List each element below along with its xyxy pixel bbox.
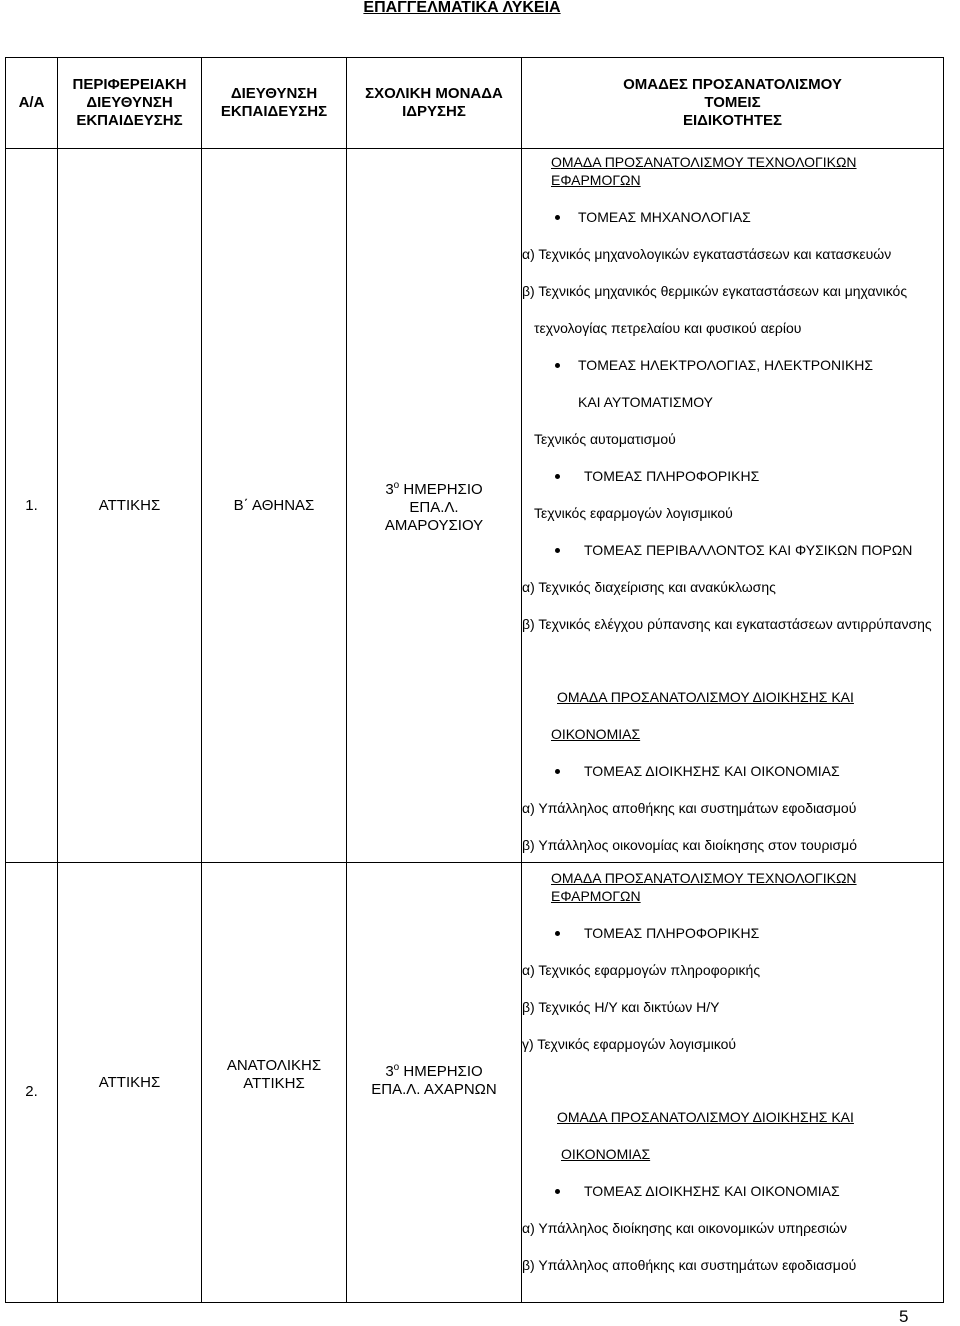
sector-item-continued: ΚΑΙ ΑΥΤΟΜΑΤΙΣΜΟΥ — [578, 394, 714, 410]
page-number: 5 — [899, 1307, 909, 1326]
directorate-cell: Β΄ ΑΘΗΝΑΣ — [202, 149, 347, 863]
specialty-item: α) Υπάλληλος διοίκησης και οικονομικών υπηρεσιών — [522, 1220, 847, 1236]
header-groups: ΟΜΑΔΕΣ ΠΡΟΣΑΝΑΤΟΛΙΣΜΟΥ ΤΟΜΕΙΣ ΕΙΔΙΚΟΤΗΤΕΣ — [522, 58, 944, 149]
group-heading: ΟΜΑΔΑ ΠΡΟΣΑΝΑΤΟΛΙΣΜΟΥ ΤΕΧΝΟΛΟΓΙΚΩΝ — [551, 154, 857, 170]
schools-table — [5, 57, 944, 1303]
header-aa: Α/Α — [6, 58, 58, 149]
school-cell: $3^o$ ΗΜΕΡΗΣΙΟ ΕΠΑ.Λ. ΑΜΑΡΟΥΣΙΟΥ — [347, 149, 522, 863]
specialty-item: Τεχνικός αυτοματισμού — [534, 431, 676, 447]
row-number: 2. — [6, 863, 58, 1303]
group-heading: ΟΙΚΟΝΟΜΙΑΣ — [551, 726, 641, 742]
group-heading: ΟΜΑΔΑ ΠΡΟΣΑΝΑΤΟΛΙΣΜΟΥ ΤΕΧΝΟΛΟΓΙΚΩΝ — [551, 870, 857, 886]
group-heading: ΟΙΚΟΝΟΜΙΑΣ — [561, 1146, 651, 1162]
specialty-item: α) Τεχνικός μηχανολογικών εγκαταστάσεων και κατασκευών — [522, 246, 892, 262]
regional-directorate-cell: ΑΤΤΙΚΗΣ — [58, 863, 202, 1303]
header-directorate: ΔΙΕΥΘΥΝΣΗ ΕΚΠΑΙΔΕΥΣΗΣ — [202, 58, 347, 149]
group-heading: ΟΜΑΔΑ ΠΡΟΣΑΝΑΤΟΛΙΣΜΟΥ ΔΙΟΙΚΗΣΗΣ ΚΑΙ — [557, 1109, 854, 1125]
table-row — [6, 149, 944, 863]
specialty-item: β) Τεχνικός μηχανικός θερμικών εγκαταστάσεων και μηχανικός — [522, 283, 908, 299]
specialty-item: β) Τεχνικός Η/Υ και δικτύων Η/Υ — [522, 999, 720, 1015]
specialty-item: β) Τεχνικός ελέγχου ρύπανσης και εγκαταστάσεων αντιρρύπανσης — [522, 616, 932, 632]
specialty-item: α) Τεχνικός εφαρμογών πληροφορικής — [522, 962, 761, 978]
groups-cell: ΟΜΑΔΑ ΠΡΟΣΑΝΑΤΟΛΙΣΜΟΥ ΤΕΧΝΟΛΟΓΙΚΩΝ ΕΦΑΡΜΟΓΩΝ ΤΟΜΕΑΣ ΜΗΧΑΝΟΛΟΓΙΑΣ α) Τεχνικός μηχανολογικών εγκαταστάσεων και κατασκευών β) Τεχνικός μηχανικός θερμικών εγκαταστάσεων και μηχανικός τεχνολογίας πετρελαίου και φυσικού αερίου ΤΟΜΕΑΣ ΗΛΕΚΤΡΟΛΟΓΙΑΣ, ΗΛΕΚΤΡΟΝΙΚΗΣ ΚΑΙ ΑΥΤΟΜΑΤΙΣΜΟΥ Τεχνικός αυτοματισμού ΤΟΜΕΑΣ ΠΛΗΡΟΦΟΡΙΚΗΣ Τεχνικός εφαρμογών λογισμικού ΤΟΜΕΑΣ ΠΕΡΙΒΑΛΛΟΝΤΟΣ ΚΑΙ ΦΥΣΙΚΩΝ ΠΟΡΩΝ α) Τεχνικός διαχείρισης και ανακύκλωσης β) Τεχνικός ελέγχου ρύπανσης και εγκαταστάσεων αντιρρύπανσης ΟΜΑΔΑ ΠΡΟΣΑΝΑΤΟΛΙΣΜΟΥ ΔΙΟΙΚΗΣΗΣ ΚΑΙ ΟΙΚΟΝΟΜΙΑΣ ΤΟΜΕΑΣ ΔΙΟΙΚΗΣΗΣ ΚΑΙ ΟΙΚΟΝΟΜΙΑΣ α) Υπάλληλος αποθήκης και συστημάτων εφοδιασμού β) Υπάλληλος οικονομίας και διοίκησης στον τουρισμό — [522, 149, 944, 863]
directorate-cell: ΑΝΑΤΟΛΙΚΗΣ ΑΤΤΙΚΗΣ — [202, 863, 347, 1303]
table-row — [6, 863, 944, 1303]
regional-directorate-cell: ΑΤΤΙΚΗΣ — [58, 149, 202, 863]
specialty-item: β) Υπάλληλος οικονομίας και διοίκησης στον τουρισμό — [522, 837, 858, 853]
groups-cell: ΟΜΑΔΑ ΠΡΟΣΑΝΑΤΟΛΙΣΜΟΥ ΤΕΧΝΟΛΟΓΙΚΩΝ ΕΦΑΡΜΟΓΩΝ ΤΟΜΕΑΣ ΠΛΗΡΟΦΟΡΙΚΗΣ α) Τεχνικός εφαρμογών πληροφορικής β) Τεχνικός Η/Υ και δικτύων Η/Υ γ) Τεχνικός εφαρμογών λογισμικού ΟΜΑΔΑ ΠΡΟΣΑΝΑΤΟΛΙΣΜΟΥ ΔΙΟΙΚΗΣΗΣ ΚΑΙ ΟΙΚΟΝΟΜΙΑΣ ΤΟΜΕΑΣ ΔΙΟΙΚΗΣΗΣ ΚΑΙ ΟΙΚΟΝΟΜΙΑΣ α) Υπάλληλος διοίκησης και οικονομικών υπηρεσιών β) Υπάλληλος αποθήκης και συστημάτων εφοδιασμού — [522, 863, 944, 1303]
group-heading: ΕΦΑΡΜΟΓΩΝ — [551, 888, 641, 904]
school-cell: $3^o$ ΗΜΕΡΗΣΙΟ ΕΠΑ.Λ. ΑΧΑΡΝΩΝ — [347, 863, 522, 1303]
specialty-item: Τεχνικός εφαρμογών λογισμικού — [534, 505, 733, 521]
table-header-row — [6, 58, 944, 149]
group-heading: ΕΦΑΡΜΟΓΩΝ — [551, 172, 641, 188]
specialty-item: α) Τεχνικός διαχείρισης και ανακύκλωσης — [522, 579, 776, 595]
page-title: ΕΠΑΓΓΕΛΜΑΤΙΚΑ ΛΥΚΕΙΑ — [363, 0, 561, 16]
specialty-item: β) Υπάλληλος αποθήκης και συστημάτων εφοδιασμού — [522, 1257, 857, 1273]
specialty-item: α) Υπάλληλος αποθήκης και συστημάτων εφοδιασμού — [522, 800, 857, 816]
row-number: 1. — [6, 149, 58, 863]
specialty-item: τεχνολογίας πετρελαίου και φυσικού αερίου — [534, 320, 802, 336]
header-school-unit: ΣΧΟΛΙΚΗ ΜΟΝΑΔΑ ΙΔΡΥΣΗΣ — [347, 58, 522, 149]
group-heading: ΟΜΑΔΑ ΠΡΟΣΑΝΑΤΟΛΙΣΜΟΥ ΔΙΟΙΚΗΣΗΣ ΚΑΙ — [557, 689, 854, 705]
specialty-item: γ) Τεχνικός εφαρμογών λογισμικού — [522, 1036, 737, 1052]
header-regional-directorate: ΠΕΡΙΦΕΡΕΙΑΚΗ ΔΙΕΥΘΥΝΣΗ ΕΚΠΑΙΔΕΥΣΗΣ — [58, 58, 202, 149]
